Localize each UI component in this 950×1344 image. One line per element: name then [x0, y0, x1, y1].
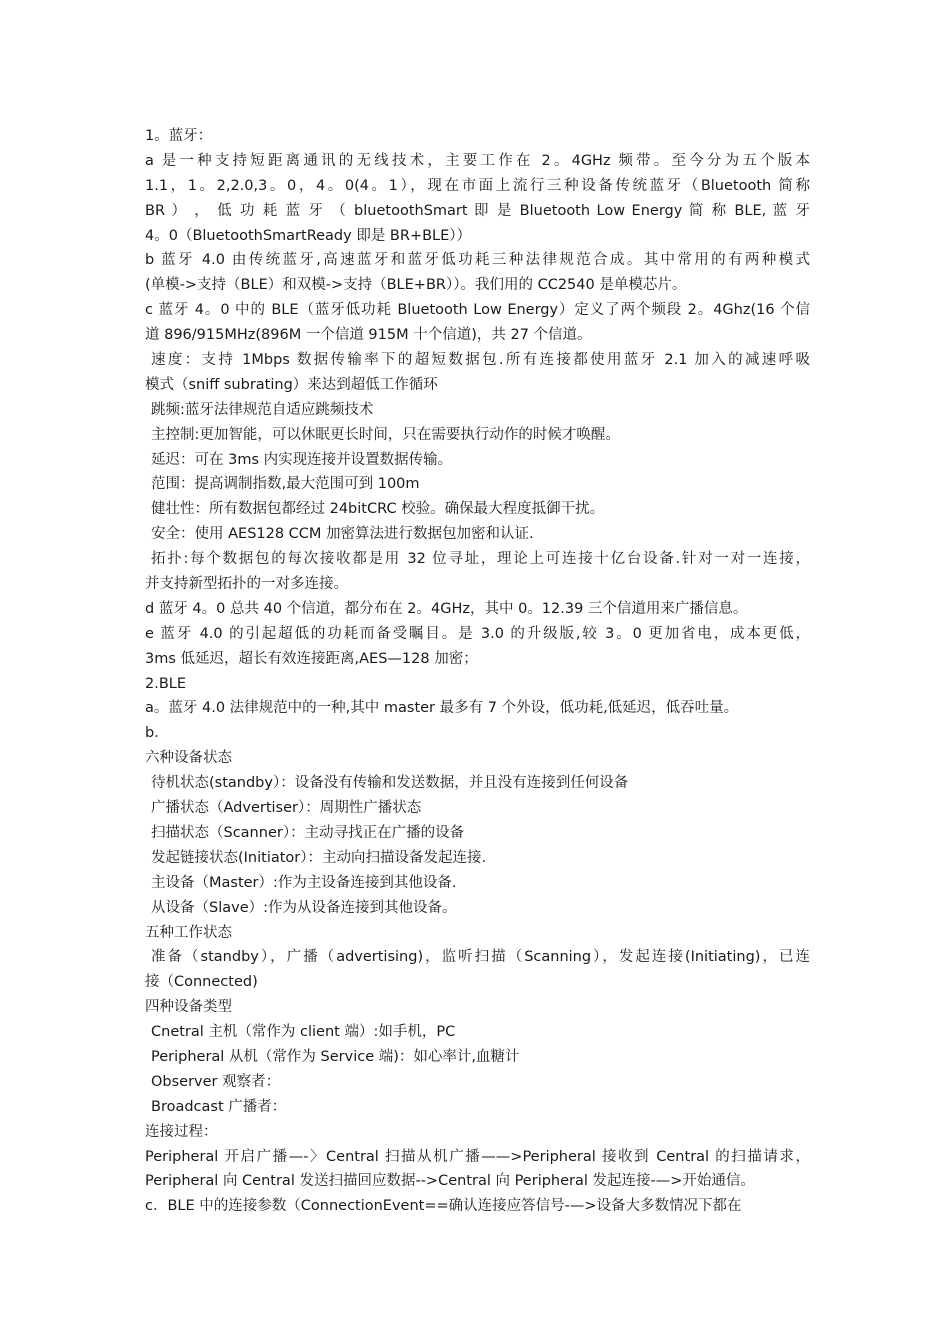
list-item: 待机状态(standby）：设备没有传输和发送数据，并且没有连接到任何设备	[151, 775, 629, 792]
paragraph-line: 并支持新型拓扑的一对多连接。	[145, 576, 348, 593]
paragraph-line: 接（Connected)	[145, 974, 258, 991]
feature-line: 速度：支持 1Mbps 数据传输率下的超短数据包.所有连接都使用蓝牙 2.1 加入的减速呼吸	[151, 352, 810, 369]
list-item: 准备（standby），广播（advertising)，监听扫描（Scanning），发起连接(Initiating)，已连	[151, 949, 810, 966]
feature-line: 拓扑:每个数据包的每次接收都是用 32 位寻址，理论上可连接十亿台设备.针对一对一连接，	[151, 551, 810, 568]
paragraph-line: c 蓝牙 4。0 中的 BLE（蓝牙低功耗 Bluetooth Low Energy）定义了两个频段 2。4Ghz(16 个信	[145, 302, 810, 319]
paragraph-line: a。蓝牙 4.0 法律规范中的一种,其中 master 最多有 7 个外设，低功耗,低延迟，低吞吐量。	[145, 700, 739, 717]
paragraph-line: b 蓝牙 4.0 由传统蓝牙,高速蓝牙和蓝牙低功耗三种法律规范合成。其中常用的有两种模式	[145, 252, 810, 269]
paragraph-line: e 蓝牙 4.0 的引起超低的功耗而备受瞩目。是 3.0 的升级版,较 3。0 更加省电，成本更低，	[145, 625, 810, 642]
paragraph-line: Peripheral 开启广播—-〉Central 扫描从机广播——>Peripheral 接收到 Central 的扫描请求，	[145, 1148, 810, 1165]
document-body	[145, 124, 810, 1219]
feature-line: 主控制:更加智能，可以休眠更长时间，只在需要执行动作的时候才唤醒。	[151, 426, 620, 443]
list-item: 主设备（Master）:作为主设备连接到其他设备.	[151, 874, 457, 891]
list-item: Broadcast 广播者：	[151, 1098, 287, 1115]
subheading-device-types: 四种设备类型	[145, 999, 232, 1016]
paragraph-line: d 蓝牙 4。0 总共 40 个信道，都分布在 2。4GHz，其中 0。12.39 三个信道用来广播信息。	[145, 600, 748, 617]
paragraph-line: 模式（sniff subrating）来达到超低工作循环	[145, 376, 438, 393]
list-item: Observer 观察者：	[151, 1073, 281, 1090]
paragraph-line: BR ） ， 低 功 耗 蓝 牙 （ bluetoothSmart 即 是 Bluetooth Low Energy 简 称 BLE, 蓝 牙	[145, 202, 810, 219]
feature-line: 健壮性：所有数据包都经过 24bitCRC 校验。确保最大程度抵御干扰。	[151, 501, 605, 518]
list-item: 发起链接状态(Initiator）：主动向扫描设备发起连接.	[151, 849, 487, 866]
feature-line: 范围：提高调制指数,最大范围可到 100m	[151, 476, 420, 493]
paragraph-line: (单模->支持（BLE）和双模->支持（BLE+BR））。我们用的 CC2540 是单模芯片。	[145, 277, 687, 294]
heading-ble: 2.BLE	[145, 675, 187, 692]
paragraph-line: a 是一种支持短距离通讯的无线技术，主要工作在 2。4GHz 频带。至今分为五个版本	[145, 152, 810, 169]
subheading-device-states: 六种设备状态	[145, 750, 232, 767]
paragraph-line: 1.1，1。2,2.0,3。0，4。0(4。1），现在市面上流行三种设备传统蓝牙（Bluetooth 简称	[145, 177, 810, 194]
feature-line: 跳频:蓝牙法律规范自适应跳频技术	[151, 401, 374, 418]
paragraph-line: c．BLE 中的连接参数（ConnectionEvent==确认连接应答信号-—>设备大多数情况下都在	[145, 1198, 742, 1215]
list-item: Peripheral 从机（常作为 Service 端)：如心率计,血糖计	[151, 1048, 520, 1065]
list-item: 从设备（Slave）:作为从设备连接到其他设备。	[151, 899, 457, 916]
feature-line: 延迟：可在 3ms 内实现连接并设置数据传输。	[151, 451, 453, 468]
list-item: 扫描状态（Scanner）：主动寻找正在广播的设备	[151, 824, 465, 841]
paragraph-line: 道 896/915MHz(896M 一个信道 915M 十个信道)，共 27 个信道。	[145, 327, 592, 344]
heading-bluetooth: 1。蓝牙：	[145, 128, 213, 144]
paragraph-line: b．	[145, 725, 169, 742]
paragraph-line: 3ms 低延迟，超长有效连接距离,AES—128 加密；	[145, 650, 478, 667]
list-item: 广播状态（Advertiser）：周期性广播状态	[151, 800, 422, 817]
subheading-connection-process: 连接过程：	[145, 1123, 218, 1140]
feature-line: 安全：使用 AES128 CCM 加密算法进行数据包加密和认证.	[151, 526, 534, 543]
paragraph-line: Peripheral 向 Central 发送扫描回应数据-->Central 向 Peripheral 发起连接-—>开始通信。	[145, 1173, 755, 1190]
subheading-work-states: 五种工作状态	[145, 924, 232, 941]
list-item: Cnetral 主机（常作为 client 端）:如手机，PC	[151, 1024, 456, 1041]
paragraph-line: 4。0（BluetoothSmartReady 即是 BR+BLE））	[145, 227, 472, 244]
